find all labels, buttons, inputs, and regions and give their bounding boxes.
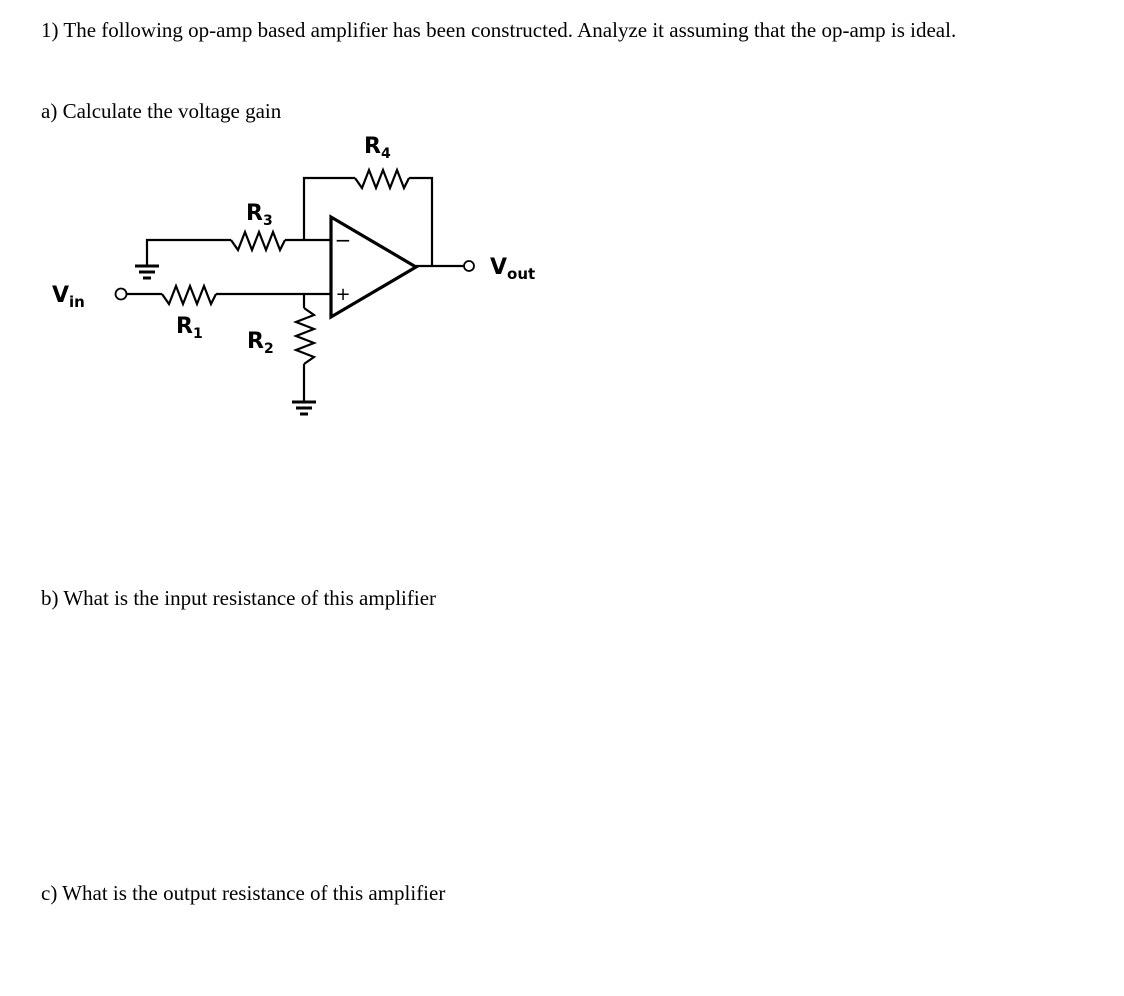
vin-terminal-icon [116,289,127,300]
label-vin: Vin [52,283,85,311]
question-intro: 1) The following op-amp based amplifier has been constructed. Analyze it assuming that the op-amp is ideal. [41,18,957,42]
label-r2: R2 [247,329,274,357]
inverting-sign: − [334,228,352,252]
resistor-r2 [296,308,314,364]
resistor-r3 [231,232,285,250]
label-r1: R1 [176,314,203,342]
noninverting-sign: + [335,284,351,305]
ground-icon [135,266,159,278]
question-part-a: a) Calculate the voltage gain [41,99,282,123]
label-r3: R3 [246,201,273,229]
r3-ground-wire [147,240,231,266]
label-vout: Vout [490,255,536,283]
resistor-r4 [355,170,409,188]
vout-terminal-icon [464,261,474,271]
question-part-c: c) What is the output resistance of this amplifier [41,881,446,905]
ground-icon [292,402,316,414]
question-part-b: b) What is the input resistance of this amplifier [41,586,437,610]
resistor-r1 [162,286,216,304]
label-r4: R4 [364,134,391,162]
